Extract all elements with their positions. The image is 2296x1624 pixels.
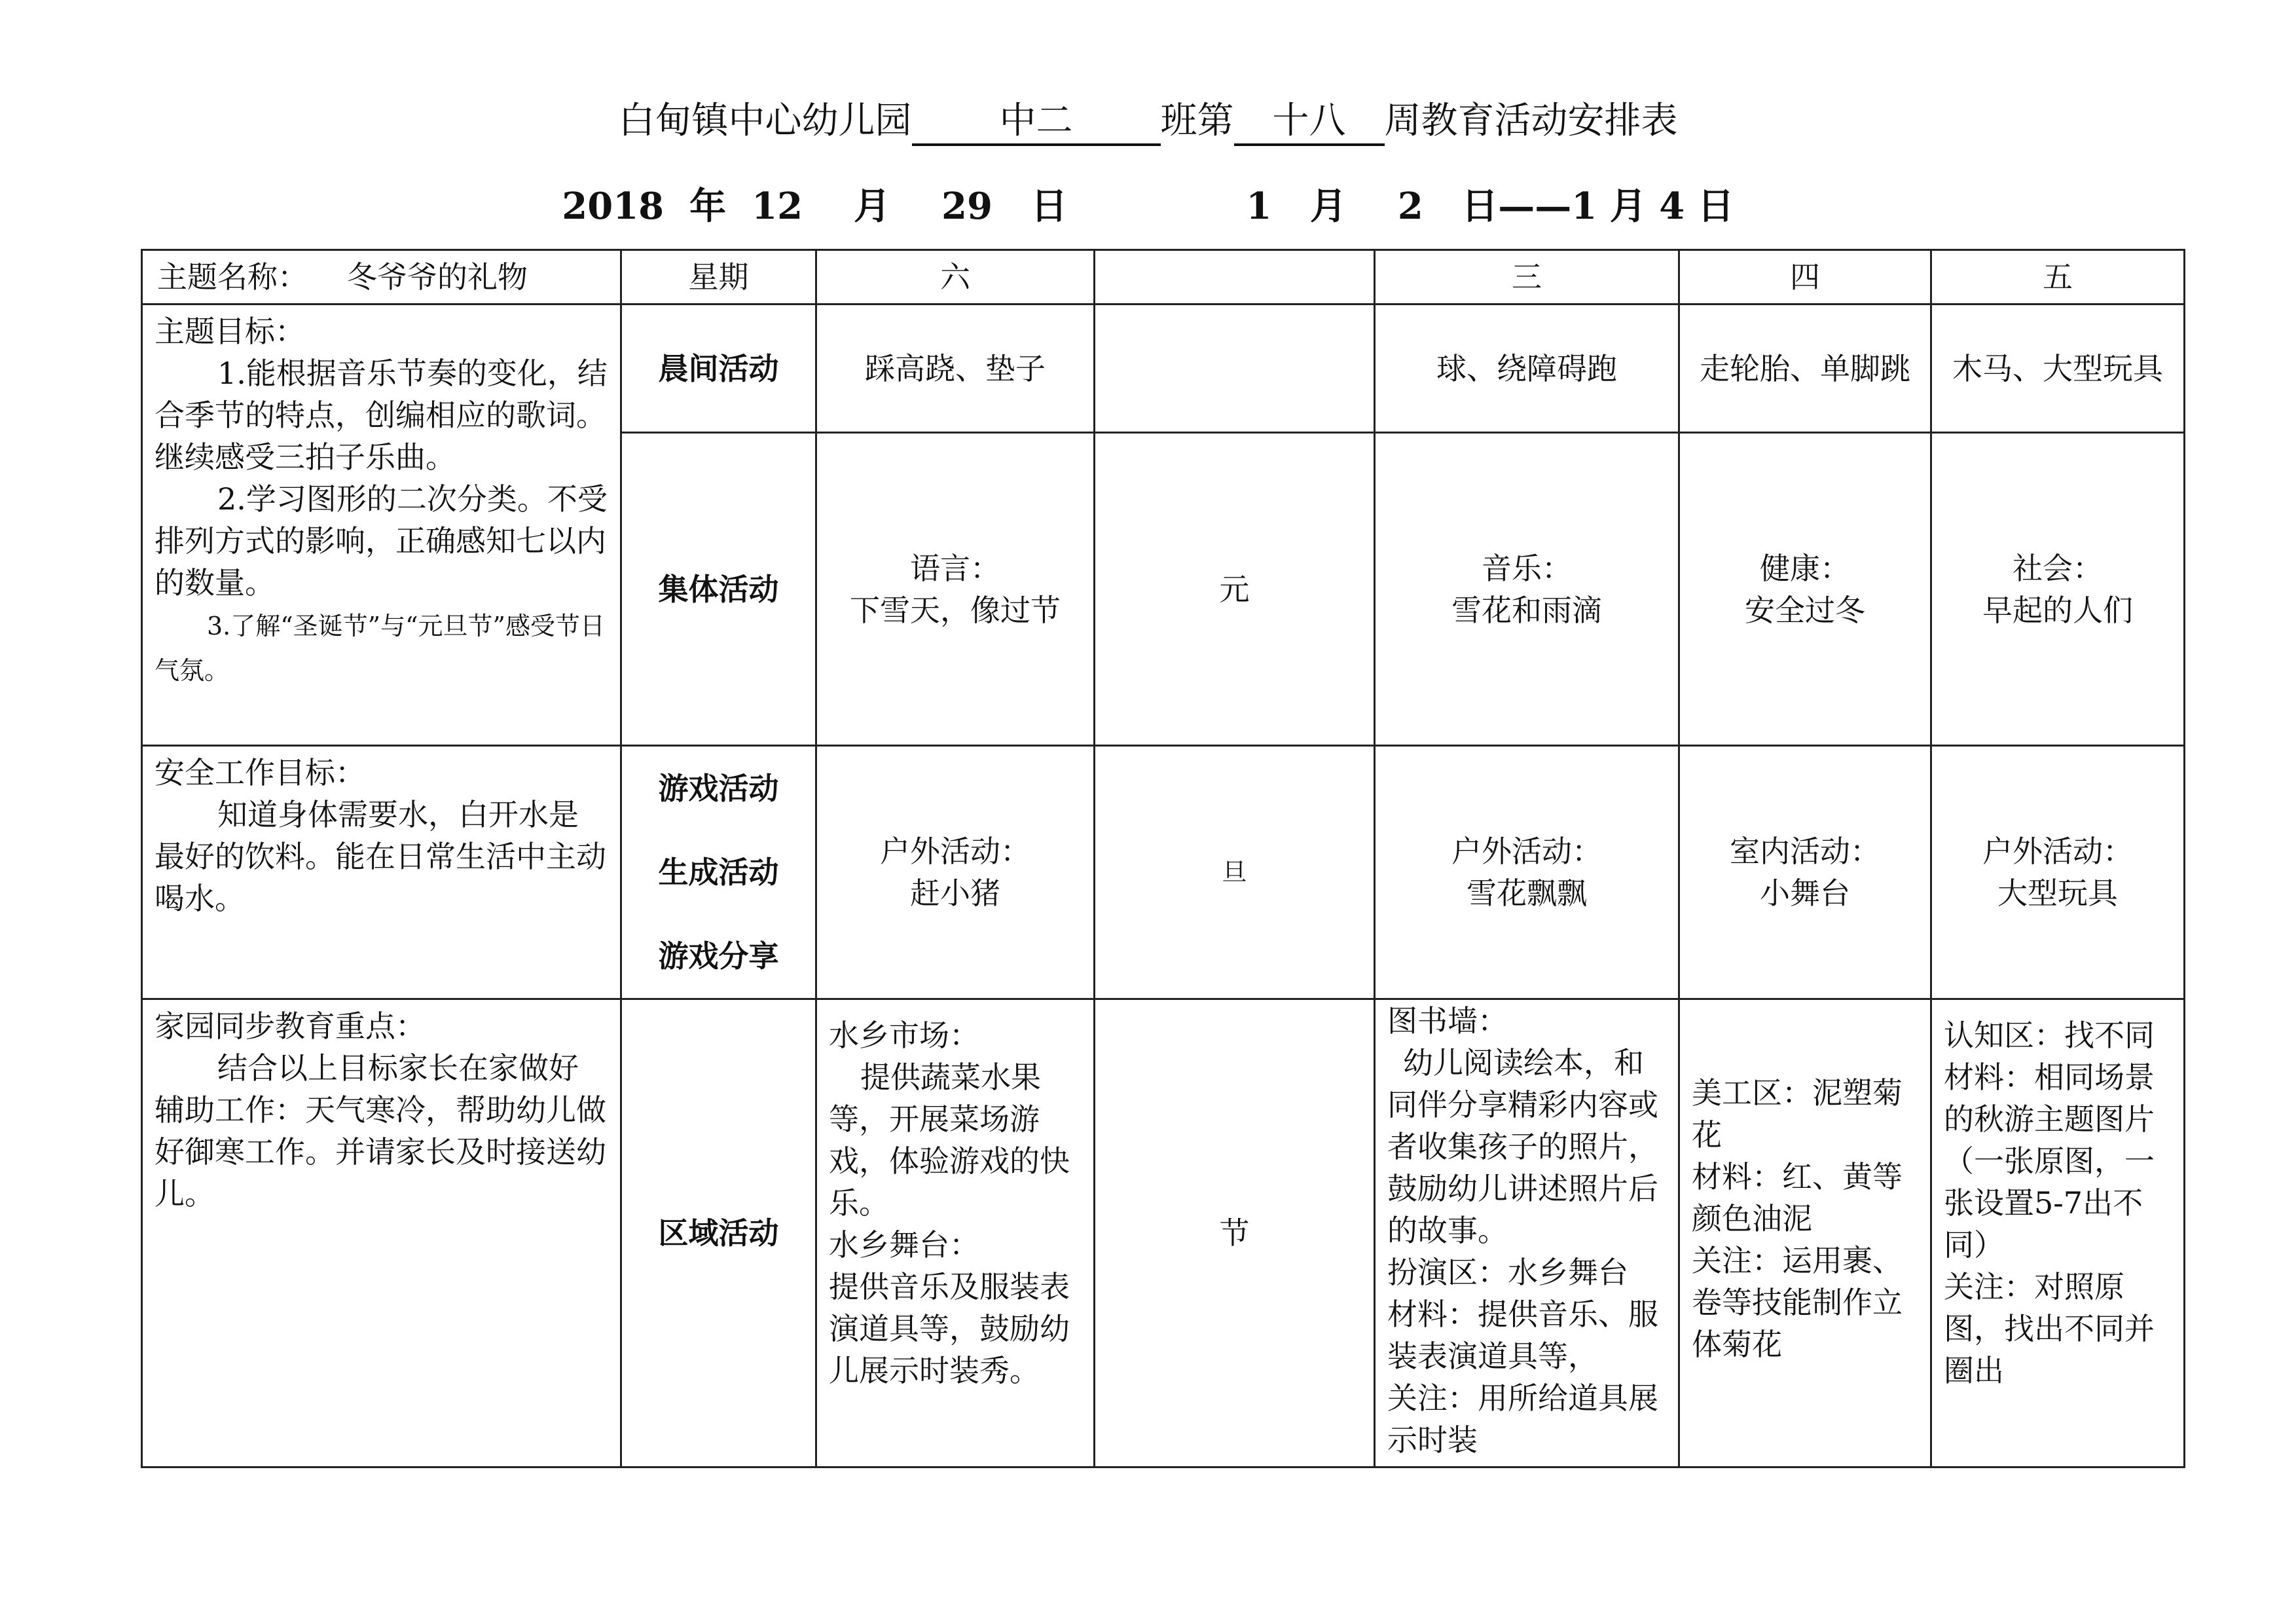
group-fri [1931, 433, 2185, 746]
group-holiday [1095, 433, 1375, 746]
area-sat-b: 提供蔬菜水果等，开展菜场游戏，体验游戏的快乐。 [829, 1060, 1070, 1221]
area-row [142, 999, 2185, 1467]
group-sat-topic: 下雪天，像过节 [850, 592, 1061, 628]
area-wed-d: 材料：提供音乐、服装表演道具等， [1387, 1297, 1658, 1374]
area-wed-e: 关注：用所给道具展示时装 [1387, 1380, 1658, 1458]
title-suffix: 周教育活动安排表 [1384, 100, 1678, 142]
day-header-fri: 五 [1931, 250, 2185, 304]
game-labels [621, 746, 816, 999]
day-header-thu: 四 [1679, 250, 1931, 304]
game-wed-kind: 户外活动： [1451, 834, 1602, 869]
safety-goals-cell [142, 746, 621, 999]
game-fri-name: 大型玩具 [1997, 876, 2118, 911]
morning-thu: 走轮胎、单脚跳 [1679, 304, 1931, 433]
schedule-table [141, 249, 2185, 1468]
group-wed-subject: 音乐： [1482, 550, 1572, 586]
area-wed [1375, 999, 1679, 1467]
morning-blank [1095, 304, 1375, 433]
weekday-label: 星期 [621, 250, 816, 304]
week-number-blank: 十八 [1234, 99, 1385, 146]
area-thu [1679, 999, 1931, 1467]
theme-goals-cell [142, 304, 621, 746]
group-wed [1375, 433, 1679, 746]
goal-3: 3.了解“圣诞节”与“元旦节”感受节日气氛。 [155, 612, 605, 685]
area-wed-c: 扮演区：水乡舞台 [1387, 1255, 1628, 1290]
area-fri-a: 认知区：找不同 [1944, 1018, 2155, 1053]
title-mid: 班第 [1160, 100, 1234, 142]
morning-wed: 球、绕障碍跑 [1375, 304, 1679, 433]
home-text: 结合以上目标家长在家做好辅助工作：天气寒冷，帮助幼儿做好御寒工作。并请家长及时接送幼儿。 [155, 1050, 606, 1211]
day-header-wed: 三 [1375, 250, 1679, 304]
goal-2: 2.学习图形的二次分类。不受排列方式的影响，正确感知七以内的数量。 [155, 481, 608, 600]
game-thu-kind: 室内活动： [1730, 834, 1880, 869]
group-label: 集体活动 [621, 433, 816, 746]
area-fri [1931, 999, 2185, 1467]
group-wed-topic: 雪花和雨滴 [1451, 592, 1602, 628]
theme-name-cell [142, 250, 621, 304]
area-label: 区域活动 [621, 999, 816, 1467]
game-sat-name: 赶小猪 [910, 876, 1000, 911]
goal-1: 1.能根据音乐节奏的变化，结合季节的特点，创编相应的歌词。继续感受三拍子乐曲。 [155, 356, 608, 475]
group-fri-topic: 早起的人们 [1982, 592, 2133, 628]
header-row [142, 250, 2185, 304]
area-thu-b: 材料：红、黄等颜色油泥 [1692, 1159, 1903, 1236]
home-label: 家园同步教育重点： [155, 1008, 426, 1044]
area-wed-a: 图书墙： [1387, 1003, 1508, 1039]
area-thu-a: 美工区：泥塑菊花 [1692, 1075, 1903, 1153]
game-fri-kind: 户外活动： [1982, 834, 2133, 869]
game-label: 游戏活动 [658, 771, 779, 806]
area-fri-b: 材料：相同场景的秋游主题图片（一张原图，一张设置5-7出不同） [1944, 1060, 2155, 1263]
safety-label: 安全工作目标： [155, 755, 365, 790]
game-sat-kind: 户外活动： [880, 834, 1030, 869]
safety-text: 知道身体需要水，白开水是最好的饮料。能在日常生活中主动喝水。 [155, 797, 606, 916]
group-sat-subject: 语言： [910, 550, 1000, 586]
game-thu [1679, 746, 1931, 999]
game-sat [816, 746, 1095, 999]
game-row [142, 746, 2185, 999]
game-holiday-char: 旦 [1222, 858, 1247, 887]
goals-label: 主题目标： [155, 314, 305, 349]
group-thu [1679, 433, 1931, 746]
page-title [0, 95, 2296, 147]
area-holiday: 节 [1095, 999, 1375, 1467]
game-thu-name: 小舞台 [1760, 876, 1850, 911]
title-prefix: 白甸镇中心幼儿园 [618, 100, 912, 142]
group-sat [816, 433, 1095, 746]
share-label: 游戏分享 [658, 938, 779, 974]
theme-label: 主题名称： [157, 259, 308, 295]
group-fri-subject: 社会： [2013, 550, 2103, 586]
group-thu-subject: 健康： [1760, 550, 1850, 586]
group-holiday-char: 元 [1219, 571, 1250, 607]
area-sat-c: 水乡舞台： [829, 1227, 979, 1263]
generated-label: 生成活动 [658, 855, 779, 890]
day-header-sat: 六 [816, 250, 1095, 304]
theme-name: 冬爷爷的礼物 [347, 259, 528, 295]
morning-label: 晨间活动 [621, 304, 816, 433]
area-fri-c: 关注：对照原图，找出不同并圈出 [1944, 1269, 2155, 1388]
game-wed [1375, 746, 1679, 999]
class-name-blank: 中二 [912, 99, 1161, 146]
area-sat [816, 999, 1095, 1467]
game-fri [1931, 746, 2185, 999]
area-sat-a: 水乡市场： [829, 1018, 979, 1053]
morning-sat: 踩高跷、垫子 [816, 304, 1095, 433]
group-thu-topic: 安全过冬 [1745, 592, 1865, 628]
game-wed-name: 雪花飘飘 [1467, 876, 1587, 911]
area-wed-b: 幼儿阅读绘本，和同伴分享精彩内容或者收集孩子的照片，鼓励幼儿讲述照片后的故事。 [1387, 1045, 1658, 1248]
area-thu-c: 关注：运用裹、卷等技能制作立体菊花 [1692, 1243, 1903, 1362]
morning-row [142, 304, 2185, 433]
morning-fri: 木马、大型玩具 [1931, 304, 2185, 433]
home-school-cell [142, 999, 621, 1467]
area-sat-d: 提供音乐及服装表演道具等，鼓励幼儿展示时装秀。 [829, 1269, 1070, 1388]
game-holiday [1095, 746, 1375, 999]
date-range: 2018 年 12 月 29 日 1 月 2 日——1 月 4 日 [562, 185, 1734, 228]
day-header-blank [1095, 250, 1375, 304]
